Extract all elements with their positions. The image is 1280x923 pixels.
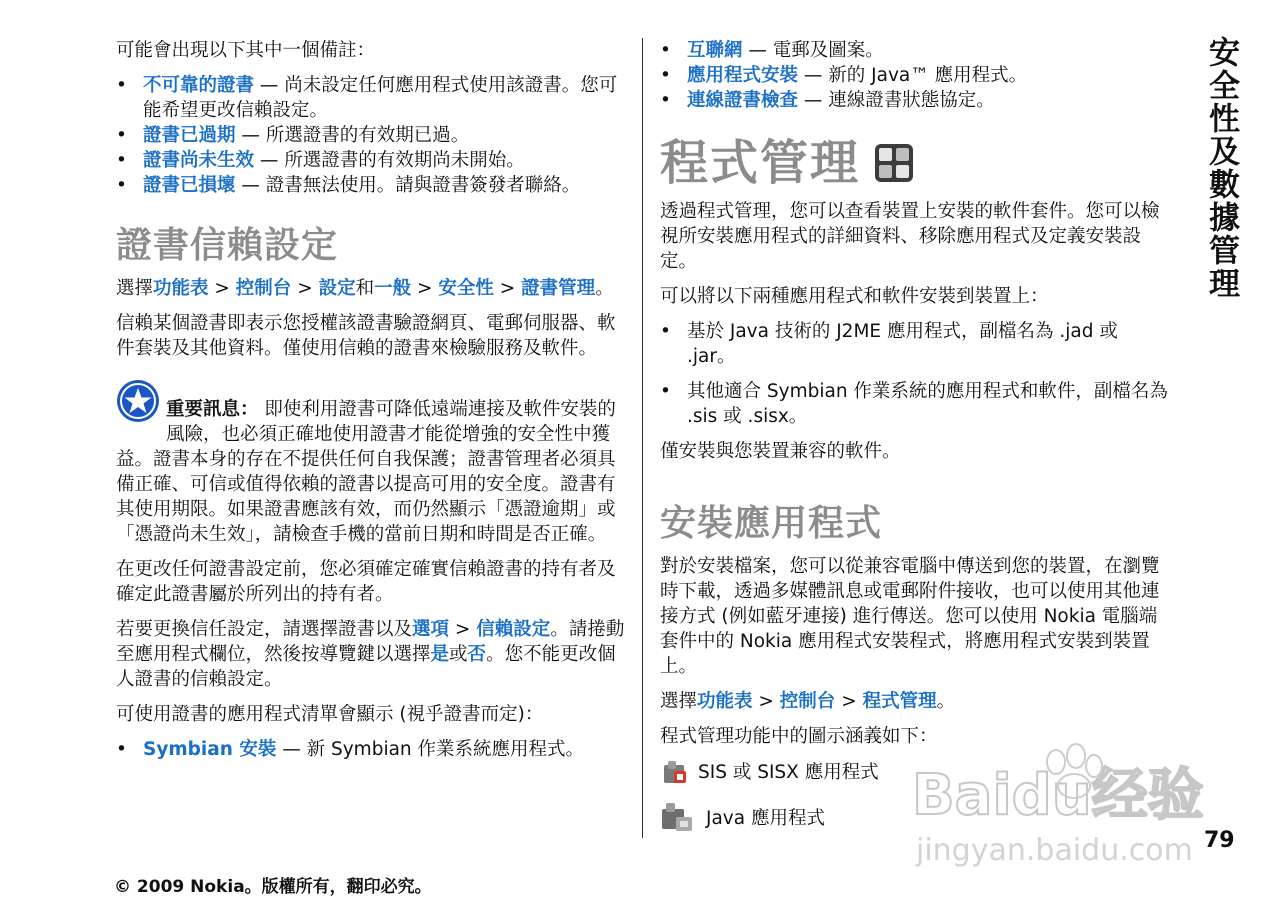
copyright-footer: © 2009 Nokia。版權所有，翻印必究。	[114, 877, 432, 897]
list-item	[660, 63, 1172, 88]
app-manager-description: 透過程式管理，您可以查看裝置上安裝的軟件套件。您可以檢視所安裝應用程式的詳細資料、移除應用程式及定義安裝設定。	[660, 201, 1160, 272]
app-manager-link[interactable]: 程式管理	[862, 691, 937, 712]
path-separator: >	[208, 278, 236, 299]
path-end: 。	[936, 691, 956, 712]
general-link[interactable]: 一般	[374, 278, 412, 299]
remark-term: 證書尚未生效	[143, 150, 255, 171]
trust-settings-link[interactable]: 信賴設定	[476, 619, 551, 640]
cert-management-link[interactable]: 證書管理	[521, 278, 596, 299]
path-prefix: 選擇	[660, 691, 698, 712]
change-text-c: 。您不能更改個人證書的信賴設定。	[116, 644, 616, 690]
install-types-list	[660, 319, 1172, 429]
app-term: 應用程式安裝	[687, 65, 799, 86]
list-item	[660, 38, 1172, 63]
java-app-label: Java 應用程式	[706, 807, 825, 829]
list-item: • 其他適合 Symbian 作業系統的應用程式和軟件，副檔名為 .sis 或 .sisx。	[660, 379, 1172, 429]
trust-settings-heading: 證書信賴設定	[116, 225, 339, 266]
no-link[interactable]: 否	[467, 644, 487, 665]
important-label: 重要訊息：	[166, 399, 259, 420]
app-manager-heading-row	[660, 133, 1172, 193]
trust-settings-path	[116, 276, 628, 301]
change-trust-paragraph	[116, 617, 628, 692]
compatible-only-note: 僅安裝與您裝置兼容的軟件。	[660, 441, 901, 462]
app-manager-heading: 程式管理	[660, 135, 861, 191]
list-item: • 基於 Java 技術的 J2ME 應用程式，副檔名為 .jad 或 .jar。	[660, 319, 1172, 369]
app-term: 互聯網	[687, 40, 743, 61]
watermark-url: jingyan.baidu.com	[916, 833, 1193, 868]
cert-apps-list-continued	[660, 38, 1172, 113]
remark-text: — 尚未設定任何應用程式使用該證書。您可能希望更改信賴設定。	[143, 75, 618, 121]
path-separator: >	[835, 691, 863, 712]
remark-text: — 所選證書的有效期尚未開始。	[254, 150, 525, 171]
path-separator: >	[411, 278, 439, 299]
path-separator: >	[493, 278, 522, 299]
app-manager-icon	[874, 143, 914, 183]
path-separator: >	[291, 278, 319, 299]
install-apps-heading: 安裝應用程式	[660, 503, 883, 544]
important-note	[116, 377, 628, 547]
column-divider	[642, 38, 643, 838]
app-text: — 新 Symbian 作業系統應用程式。	[276, 739, 585, 760]
section-sidebar-title: 安全性及數據管理	[1203, 36, 1239, 300]
left-column	[116, 38, 628, 772]
list-item	[116, 173, 628, 198]
list-item	[116, 123, 628, 148]
page-number: 79	[1204, 828, 1235, 853]
yes-link[interactable]: 是	[430, 644, 450, 665]
remark-text: — 所選證書的有效期已過。	[235, 125, 470, 146]
cert-apps-list	[116, 737, 628, 762]
install-description: 對於安裝檔案，您可以從兼容電腦中傳送到您的裝置，在瀏覽時下載，透過多媒體訊息或電郵附件接收，也可以使用其他連接方式 (例如藍牙連接) 進行傳送。您可以使用 Nokia 電腦端套件中的 Nokia 應用程式安裝程式，將應用程式安裝到裝置上。	[660, 556, 1160, 677]
right-column	[660, 38, 1172, 849]
settings-link[interactable]: 設定	[318, 278, 356, 299]
list-item	[116, 73, 628, 123]
sis-app-icon	[660, 759, 688, 785]
app-text: — 電郵及圖案。	[742, 40, 884, 61]
app-text: — 連線證書狀態協定。	[798, 90, 995, 111]
security-link[interactable]: 安全性	[438, 278, 494, 299]
app-term: 連線證書檢查	[687, 90, 799, 111]
change-text-a: 若要更換信任設定，請選擇證書以及	[116, 619, 413, 640]
change-text-or: 或	[449, 644, 468, 665]
menu-link[interactable]: 功能表	[697, 691, 753, 712]
remark-text: — 證書無法使用。請與證書簽發者聯絡。	[235, 175, 581, 196]
control-panel-link[interactable]: 控制台	[779, 691, 836, 712]
before-change-paragraph: 在更改任何證書設定前，您必須確定確實信賴證書的持有者及確定此證書屬於所列出的持有者。	[116, 559, 616, 605]
app-text: — 新的 Java™ 應用程式。	[798, 65, 1028, 86]
java-app-icon	[660, 801, 696, 835]
app-manager-path	[660, 689, 1172, 714]
trust-description: 信賴某個證書即表示您授權該證書驗證網頁、電郵伺服器、軟件套裝及其他資料。僅使用信賴的證書來檢驗服務及軟件。	[116, 313, 616, 359]
options-link[interactable]: 選項	[412, 619, 450, 640]
baidu-watermark	[906, 736, 1206, 876]
icons-intro: 程式管理功能中的圖示涵義如下：	[660, 726, 938, 747]
list-item	[116, 148, 628, 173]
apps-list-intro: 可使用證書的應用程式清單會顯示 (視乎證書而定)：	[116, 704, 544, 725]
change-text-b: 。請捲動至應用程式欄位，然後按導覽鍵以選擇	[116, 619, 625, 665]
path-and: 和	[355, 278, 375, 299]
install-types-intro: 可以將以下兩種應用程式和軟件安裝到裝置上：	[660, 286, 1049, 307]
menu-link[interactable]: 功能表	[153, 278, 209, 299]
control-panel-link[interactable]: 控制台	[235, 278, 292, 299]
remark-term: 不可靠的證書	[143, 75, 255, 96]
sis-app-label: SIS 或 SISX 應用程式	[698, 761, 879, 783]
path-separator: >	[752, 691, 780, 712]
remark-term: 證書已損壞	[143, 175, 236, 196]
path-separator: >	[449, 619, 477, 640]
important-star-icon	[116, 379, 160, 423]
watermark-brand: Baidu经验	[912, 763, 1204, 828]
list-item	[660, 88, 1172, 113]
list-item	[116, 737, 628, 762]
remarks-list	[116, 73, 628, 198]
remark-term: 證書已過期	[143, 125, 236, 146]
remarks-intro: 可能會出現以下其中一個備註：	[116, 40, 376, 61]
path-end: 。	[595, 278, 614, 299]
path-prefix: 選擇	[116, 278, 154, 299]
important-text: 即使利用證書可降低遠端連接及軟件安裝的風險，也必須正確地使用證書才能從增強的安全性中獲益。證書本身的存在不提供任何自我保護；證書管理者必須具備正確、可信或值得依賴的證書以提高可用的安全度。證書有其使用期限。如果證書應該有效，而仍然顯示「憑證逾期」或「憑證尚未生效」，請檢查手機的當前日期和時間是否正確。	[116, 399, 616, 545]
app-term: Symbian 安裝	[143, 739, 277, 760]
